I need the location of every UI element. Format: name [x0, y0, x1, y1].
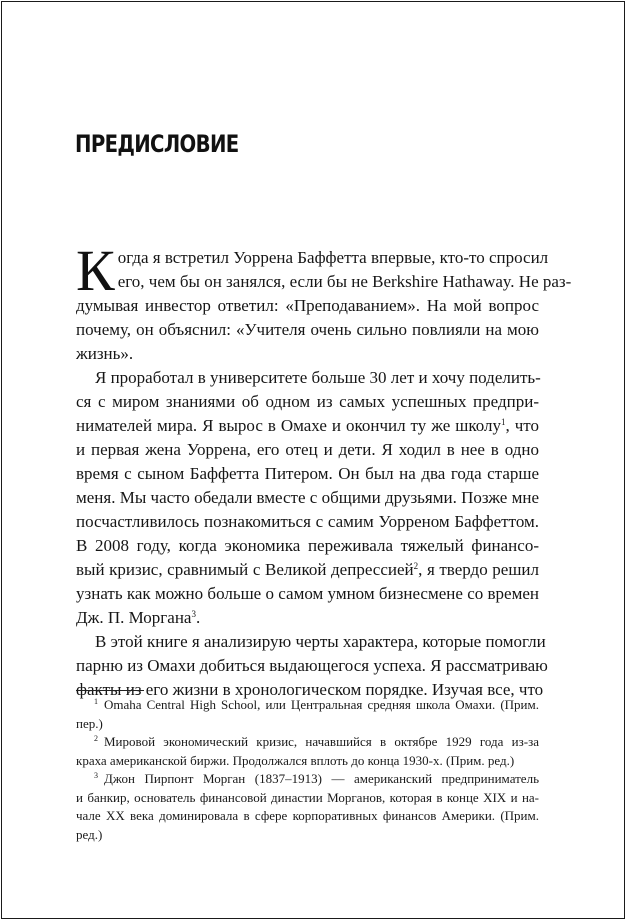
footnote-line: пер.): [76, 715, 103, 731]
footnote-number: 1: [94, 697, 98, 706]
text-line: и первая жена Уоррена, его отец и дети. Я ходил в нее в одно: [76, 440, 539, 459]
footnote-text: Мировой экономический кризис, начавшийся в октябре 1929 года из-за: [104, 734, 539, 749]
text-line: факты из его жизни в хронологическом порядке. Изучая все, что: [76, 680, 544, 699]
footnote-ref-2: 2: [413, 561, 419, 571]
paragraph-3: [76, 630, 548, 702]
text-segment: , я твердо решил: [418, 560, 539, 579]
text-segment: .: [195, 608, 201, 627]
text-line: В этой книге я анализирую черты характера, которые помогли: [95, 632, 546, 651]
text-line: узнать как можно больше о самом умном бизнесмене со времен: [76, 584, 539, 603]
text-line: ся с миром знаниями об одном из самых успешных предпри-: [76, 392, 539, 411]
paragraph-1: [76, 238, 572, 366]
footnote-2: [76, 733, 539, 770]
footnote-ref-3: 3: [191, 609, 196, 619]
text-line: его, чем бы он занялся, если бы не Berkshire Hathaway. Не раз-: [117, 272, 572, 291]
footnote-line: ред.): [76, 826, 103, 842]
text-line: огда я встретил Уоррена Баффетта впервые, кто-то спросил: [117, 248, 549, 267]
footnote-line: и банкир, основатель финансовой династии Морганов, которая в конце XIX и на-: [76, 789, 539, 805]
footnote-3: [76, 770, 539, 844]
text-segment: Дж. П. Моргана: [76, 608, 192, 627]
text-line: время с сыном Баффетта Питером. Он был на два года старше: [76, 464, 539, 483]
footnote-divider: [76, 690, 144, 691]
text-segment: , что: [505, 416, 539, 435]
text-line: посчастливилось познакомиться с самим Уорреном Баффеттом.: [76, 512, 539, 531]
text-line: Я проработал в университете больше 30 лет и хочу поделить-: [95, 368, 541, 387]
text-segment: вый кризис, сравнимый с Великой депрессией: [76, 560, 414, 579]
text-line: В 2008 году, когда экономика переживала тяжелый финансо-: [76, 536, 539, 555]
text-line: парню из Омахи добиться выдающегося успеха. Я рассматриваю: [76, 656, 548, 675]
footnote-number: 2: [94, 734, 98, 743]
text-line: [76, 414, 539, 438]
footnote-line: [76, 733, 539, 752]
text-line: почему, он объяснил: «Учителя очень сильно повлияли на мою: [76, 320, 539, 339]
text-line: [76, 606, 539, 630]
chapter-title: ПРЕДИСЛОВИЕ: [75, 130, 239, 158]
footnote-number: 3: [94, 771, 98, 780]
footnote-line: краха американской биржи. Продолжался вплоть до конца 1930-х. (Прим. ред.): [76, 752, 515, 768]
text-line: [76, 558, 539, 582]
text-line: меня. Мы часто обедали вместе с общими друзьями. Позже мне: [76, 488, 539, 507]
book-page: [1, 1, 625, 919]
footnote-text: Джон Пирпонт Морган (1837–1913) — американский предприниматель: [104, 771, 539, 786]
main-text: [76, 238, 572, 702]
footnote-ref-1: 1: [501, 417, 506, 427]
drop-cap: К: [76, 238, 115, 303]
text-line: думывая инвестор ответил: «Преподаванием». На мой вопрос: [76, 296, 539, 315]
footnotes: [76, 696, 539, 844]
text-line: жизнь».: [76, 344, 134, 363]
text-segment: нимателей мира. Я вырос в Омахе и окончил ту же школу: [76, 416, 502, 435]
footnote-line: чале XX века доминировала в сфере корпоративных финансов Америки. (Прим.: [76, 808, 539, 823]
footnote-line: [76, 696, 539, 715]
footnote-1: [76, 696, 539, 733]
footnote-text: Omaha Central High School, или Центральная средняя школа Омахи. (Прим.: [104, 697, 539, 712]
footnote-line: [76, 770, 539, 789]
paragraph-2: [76, 366, 539, 630]
